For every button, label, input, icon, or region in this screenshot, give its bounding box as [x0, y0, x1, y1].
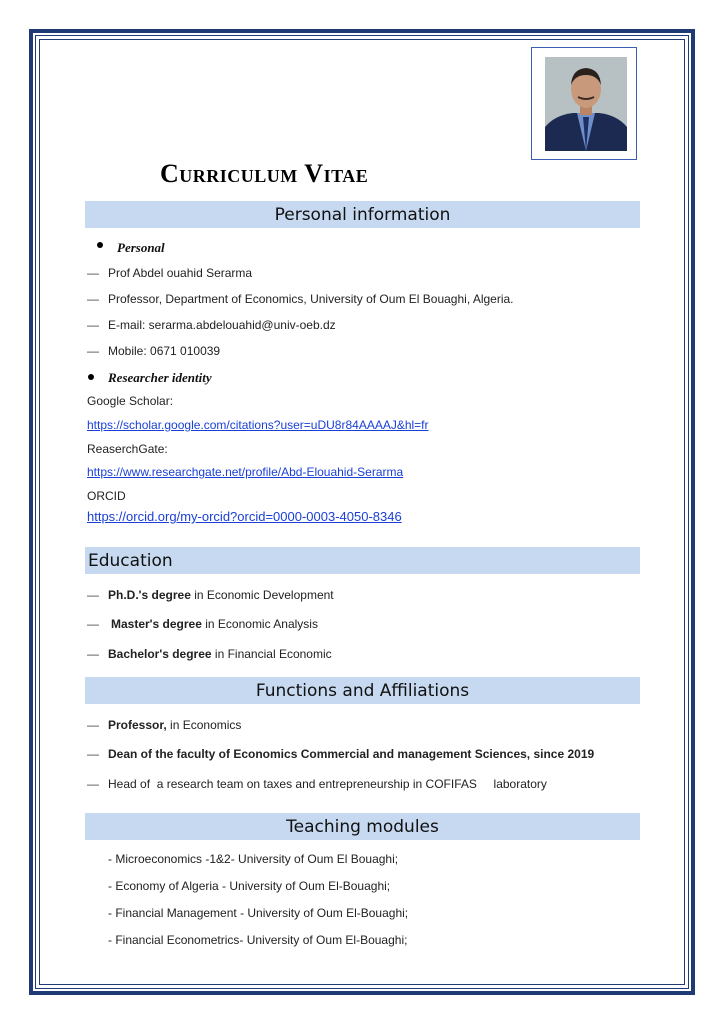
personal-heading: Personal	[117, 240, 165, 255]
dash-marker	[87, 647, 99, 661]
cv-title: Curriculum Vitae	[160, 159, 369, 188]
dash-marker	[87, 318, 99, 332]
dash-marker	[87, 777, 99, 791]
orcid-label: ORCID	[87, 489, 126, 503]
teaching-item: - Financial Management - University of Oum El-Bouaghi;	[108, 906, 409, 920]
section-header-education: Education	[85, 547, 640, 574]
google-scholar-link[interactable]: https://scholar.google.com/citations?user=uDU8r84AAAAJ&hl=fr	[87, 418, 429, 432]
person-name: Prof Abdel ouahid Serarma	[108, 266, 253, 280]
researchgate-label: ReaserchGate:	[87, 442, 168, 456]
section-header-personal-information: Personal information	[85, 201, 640, 228]
person-email: E-mail: serarma.abdelouahid@univ-oeb.dz	[108, 318, 336, 332]
education-item: Ph.D.'s degree in Economic Development	[108, 588, 334, 602]
dash-marker	[87, 588, 99, 602]
teaching-item: - Microeconomics -1&2- University of Oum El Bouaghi;	[108, 852, 399, 866]
dash-marker	[87, 292, 99, 306]
orcid-link[interactable]: https://orcid.org/my-orcid?orcid=0000-0003-4050-8346	[87, 509, 402, 524]
function-item: Professor, in Economics	[108, 718, 242, 732]
dash-marker	[87, 718, 99, 732]
researchgate-link[interactable]: https://www.researchgate.net/profile/Abd-Elouahid-Serarma	[87, 465, 404, 479]
education-item: Master's degree in Economic Analysis	[111, 617, 318, 631]
bullet-personal	[97, 242, 103, 248]
section-header-teaching: Teaching modules	[85, 813, 640, 840]
person-mobile: Mobile: 0671 010039	[108, 344, 221, 358]
teaching-item: - Economy of Algeria - University of Oum El-Bouaghi;	[108, 879, 391, 893]
dash-marker	[87, 266, 99, 280]
education-item: Bachelor's degree in Financial Economic	[108, 647, 332, 661]
dash-marker	[87, 747, 99, 761]
function-item: Dean of the faculty of Economics Commercial and management Sciences, since 2019	[108, 747, 595, 761]
bullet-researcher	[88, 374, 94, 380]
teaching-item: - Financial Econometrics- University of Oum El-Bouaghi;	[108, 933, 408, 947]
researcher-heading: Researcher identity	[108, 370, 212, 385]
person-position: Professor, Department of Economics, University of Oum El Bouaghi, Algeria.	[108, 292, 514, 306]
google-scholar-label: Google Scholar:	[87, 394, 174, 408]
profile-photo	[545, 57, 627, 151]
function-item: Head of a research team on taxes and entrepreneurship in COFIFAS laboratory	[108, 777, 547, 791]
dash-marker	[87, 344, 99, 358]
dash-marker	[87, 617, 99, 631]
section-header-functions: Functions and Affiliations	[85, 677, 640, 704]
